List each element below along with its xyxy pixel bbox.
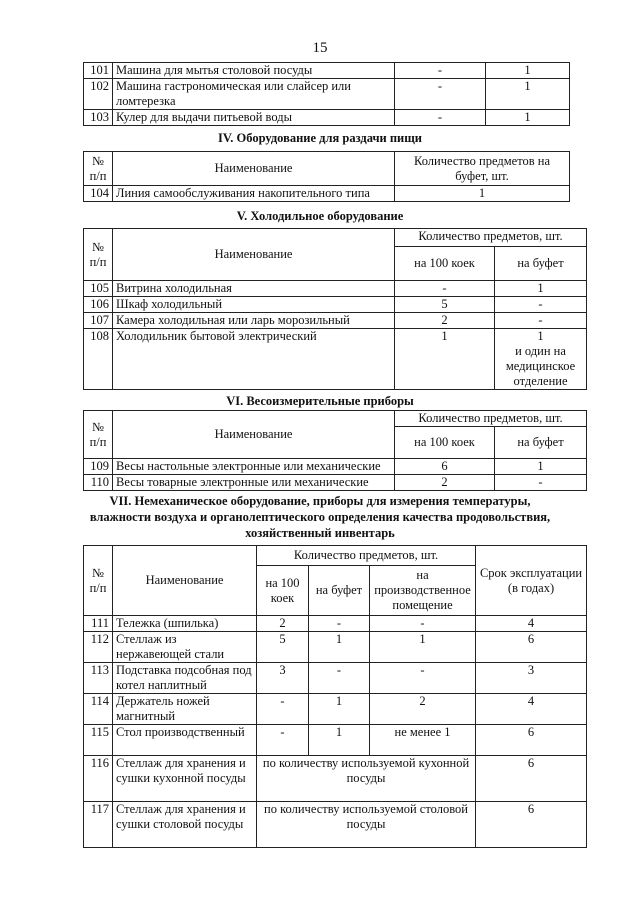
- qty-cell: 1: [309, 632, 370, 663]
- table-row: [84, 186, 570, 202]
- continuation-table: [83, 62, 570, 126]
- row-number: 112: [84, 632, 113, 663]
- table-row: [84, 725, 587, 756]
- table-row: [84, 475, 587, 491]
- table-header-row: [84, 152, 570, 186]
- row-number: 111: [84, 616, 113, 632]
- section-7-title-line-2: влажности воздуха и органолептического определения качества продовольствия,: [89, 510, 551, 524]
- header-name: Наименование: [113, 229, 395, 281]
- table-row: [84, 694, 587, 725]
- header-qty: Количество предметов на буфет, шт.: [395, 152, 570, 186]
- item-name: Линия самообслуживания накопительного типа: [113, 186, 395, 202]
- header-buffet: на буфет: [495, 427, 587, 459]
- qty-cell: -: [495, 297, 587, 313]
- table-row: [84, 802, 587, 848]
- qty-cell: 5: [257, 632, 309, 663]
- qty-cell: [495, 329, 587, 390]
- qty-cell: -: [395, 79, 486, 110]
- qty-cell: не менее 1: [370, 725, 476, 756]
- qty-cell: 1: [486, 110, 570, 126]
- qty-cell: 2: [257, 616, 309, 632]
- item-name: Стеллаж из нержавеющей стали: [113, 632, 257, 663]
- qty-cell: 3: [257, 663, 309, 694]
- qty-cell: -: [370, 663, 476, 694]
- row-number: 107: [84, 313, 113, 329]
- qty-cell: 1: [309, 694, 370, 725]
- row-number: 108: [84, 329, 113, 390]
- table-row: [84, 313, 587, 329]
- row-number: 109: [84, 459, 113, 475]
- header-qty: Количество предметов, шт.: [257, 546, 476, 566]
- qty-value: 1: [537, 329, 544, 343]
- item-name: Машина для мытья столовой посуды: [113, 63, 395, 79]
- qty-cell: 2: [395, 313, 495, 329]
- qty-cell: -: [370, 616, 476, 632]
- table-row: [84, 329, 587, 390]
- term-cell: 6: [476, 725, 587, 756]
- row-number: 113: [84, 663, 113, 694]
- header-beds: на 100 коек: [395, 427, 495, 459]
- qty-cell: -: [495, 475, 587, 491]
- qty-merged-cell: по количеству используемой столовой посуды: [257, 802, 476, 848]
- qty-cell: -: [395, 281, 495, 297]
- section-7-title-line-3: хозяйственный инвентарь: [245, 526, 395, 540]
- qty-cell: 1: [495, 281, 587, 297]
- item-name: Весы товарные электронные или механические: [113, 475, 395, 491]
- qty-cell: -: [395, 110, 486, 126]
- term-cell: 4: [476, 694, 587, 725]
- qty-cell: 1: [486, 79, 570, 110]
- table-row: [84, 297, 587, 313]
- qty-cell: -: [257, 694, 309, 725]
- table-row: [84, 756, 587, 802]
- term-cell: 6: [476, 756, 587, 802]
- table-header-row: [84, 546, 587, 566]
- qty-cell: 1: [395, 329, 495, 390]
- table-header-row: [84, 411, 587, 427]
- header-num: № п/п: [84, 411, 113, 459]
- section-6-table: [83, 410, 587, 491]
- qty-cell: 2: [370, 694, 476, 725]
- section-5-table: [83, 228, 587, 390]
- row-number: 104: [84, 186, 113, 202]
- item-name: Стеллаж для хранения и сушки столовой посуды: [113, 802, 257, 848]
- qty-cell: -: [495, 313, 587, 329]
- term-cell: 3: [476, 663, 587, 694]
- header-term: Срок эксплуатации (в годах): [476, 546, 587, 616]
- header-room: на производственное помещение: [370, 566, 476, 616]
- qty-note: и один на медицинское отделение: [505, 344, 576, 388]
- header-num: № п/п: [84, 152, 113, 186]
- table-row: [84, 63, 570, 79]
- item-name: Весы настольные электронные или механические: [113, 459, 395, 475]
- qty-cell: 1: [486, 63, 570, 79]
- qty-cell: 5: [395, 297, 495, 313]
- table-row: [84, 663, 587, 694]
- term-cell: 4: [476, 616, 587, 632]
- qty-cell: 1: [495, 459, 587, 475]
- header-num: № п/п: [84, 229, 113, 281]
- qty-cell: 1: [395, 186, 570, 202]
- header-buffet: на буфет: [309, 566, 370, 616]
- item-name: Витрина холодильная: [113, 281, 395, 297]
- section-7-table: [83, 545, 587, 848]
- item-name: Держатель ножей магнитный: [113, 694, 257, 725]
- table-row: [84, 110, 570, 126]
- row-number: 103: [84, 110, 113, 126]
- header-beds: на 100 коек: [395, 247, 495, 281]
- page-number: 15: [312, 40, 328, 56]
- table-row: [84, 459, 587, 475]
- section-5-title: V. Холодильное оборудование: [236, 209, 404, 223]
- row-number: 117: [84, 802, 113, 848]
- row-number: 115: [84, 725, 113, 756]
- section-4-table: [83, 151, 570, 202]
- row-number: 110: [84, 475, 113, 491]
- row-number: 102: [84, 79, 113, 110]
- item-name: Подставка подсобная под котел наплитный: [113, 663, 257, 694]
- table-row: [84, 616, 587, 632]
- header-name: Наименование: [113, 411, 395, 459]
- header-name: Наименование: [113, 546, 257, 616]
- qty-cell: -: [309, 663, 370, 694]
- table-row: [84, 281, 587, 297]
- item-name: Стол производственный: [113, 725, 257, 756]
- qty-cell: 1: [309, 725, 370, 756]
- table-row: [84, 79, 570, 110]
- qty-cell: 2: [395, 475, 495, 491]
- section-6-title: VI. Весоизмерительные приборы: [226, 394, 414, 408]
- row-number: 105: [84, 281, 113, 297]
- item-name: Кулер для выдачи питьевой воды: [113, 110, 395, 126]
- header-buffet: на буфет: [495, 247, 587, 281]
- header-num: № п/п: [84, 546, 113, 616]
- row-number: 106: [84, 297, 113, 313]
- header-qty: Количество предметов, шт.: [395, 411, 587, 427]
- item-name: Машина гастрономическая или слайсер или ломтерезка: [113, 79, 395, 110]
- item-name: Тележка (шпилька): [113, 616, 257, 632]
- item-name: Холодильник бытовой электрический: [113, 329, 395, 390]
- qty-cell: -: [309, 616, 370, 632]
- term-cell: 6: [476, 632, 587, 663]
- item-name: Шкаф холодильный: [113, 297, 395, 313]
- row-number: 114: [84, 694, 113, 725]
- header-qty: Количество предметов, шт.: [395, 229, 587, 247]
- header-beds: на 100 коек: [257, 566, 309, 616]
- qty-merged-cell: по количеству используемой кухонной посуды: [257, 756, 476, 802]
- section-4-title: IV. Оборудование для раздачи пищи: [217, 131, 422, 145]
- item-name: Камера холодильная или ларь морозильный: [113, 313, 395, 329]
- term-cell: 6: [476, 802, 587, 848]
- qty-cell: -: [257, 725, 309, 756]
- item-name: Стеллаж для хранения и сушки кухонной посуды: [113, 756, 257, 802]
- qty-cell: -: [395, 63, 486, 79]
- table-row: [84, 632, 587, 663]
- qty-cell: 1: [370, 632, 476, 663]
- header-name: Наименование: [113, 152, 395, 186]
- qty-cell: 6: [395, 459, 495, 475]
- row-number: 116: [84, 756, 113, 802]
- section-7-title-line-1: VII. Немеханическое оборудование, приборы для измерения температуры,: [109, 494, 531, 508]
- table-header-row: [84, 229, 587, 247]
- row-number: 101: [84, 63, 113, 79]
